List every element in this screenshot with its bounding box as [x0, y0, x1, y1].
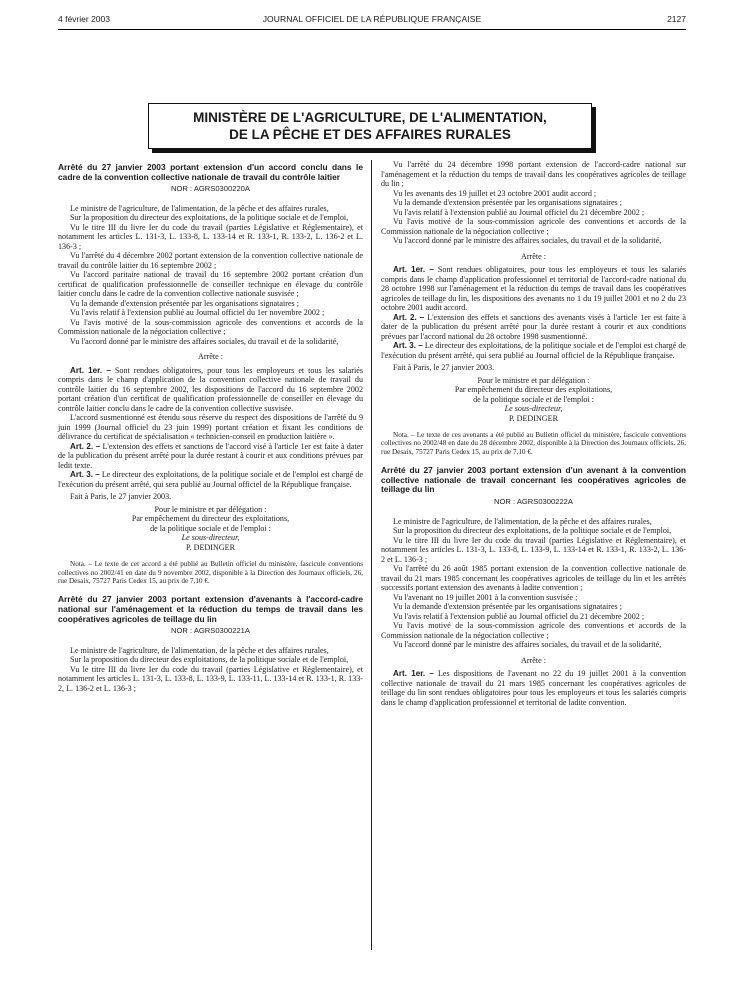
paragraph: Vu la demande d'extension présentée par les organisations signataires ; — [70, 298, 299, 308]
paragraph: Vu l'accord donné par le ministre des affaires sociales, du travail et de la solidarité, — [393, 236, 662, 245]
header-journal-title: JOURNAL OFFICIEL DE LA RÉPUBLIQUE FRANÇAISE — [262, 14, 482, 24]
ministry-line-2: DE LA PÊCHE ET DES AFFAIRES RURALES — [229, 127, 511, 142]
article-label: Art. 1er. – — [393, 265, 434, 274]
article-text: Sont rendues obligatoires, pour tous les employeurs et tous les salariés compris dans le champ d'application de la convention collective nationale de travail du contrôle laitier du 16 septembre 2002, les dispositions de l'accord du 16 septembre 2002 portant création d'un certificat de qualification professionnelle de conseiller en élevage du contrôle laitier conclu dans le cadre de la convention collective susvisée. — [58, 365, 363, 413]
decree-title-3: Arrêté du 27 janvier 2003 portant extension d'un avenant à la convention collective nationale de travail concernant les coopératives agricoles de teillage du lin — [381, 465, 686, 495]
publication-note: Nota. – Le texte de cet accord a été publié au Bulletin officiel du ministère, fascicule conventions collectives no 2002/41 en date du 9 novembre 2002, disponible à la Direction des Journaux officiels, 26, rue Desaix, 75727 Paris Cedex 15, au prix de 7,10 €. — [58, 560, 363, 585]
signature-date: Fait à Paris, le 27 janvier 2003. — [393, 363, 495, 372]
nor-reference-3: NOR : AGRS0300222A — [494, 497, 573, 506]
paragraph: Vu l'avis relatif à l'extension publié au Journal officiel du 1er novembre 2002 ; — [70, 308, 325, 318]
article-1 — [381, 265, 686, 313]
signature-block — [58, 505, 363, 553]
paragraph: Vu le titre III du livre Ier du code du travail (parties Législative et Réglementaire), et notamment les articles L. 131-3, L. 133-8, L. 133-9, L. 133-11, L. 133-14 et R. 133-1, R. 133-2, L. 136-2 et L. 136-3 ; — [58, 664, 363, 693]
paragraph: Vu l'accord donné par le ministre des affaires sociales, du travail et de la solidarité, — [70, 336, 339, 346]
article-text: L'extension des effets et sanctions de l'accord visé à l'article 1er est faite à dater de la publication du présent arrêté pour la durée restant à courir et aux conditions prévues par ledit texte. — [58, 441, 363, 470]
article-label: Art. 2. – — [393, 312, 425, 322]
signature-line: Le sous-directeur, — [181, 533, 240, 543]
paragraph: Vu l'arrêté du 26 août 1985 portant extension de la convention collective nationale de travail du 21 mars 1985 concernant les coopératives agricoles de teillage du lin et les arrêtés successifs portant extension des avenants à ladite convention ; — [381, 564, 686, 592]
signature-line: de la politique sociale et de l'emploi : — [473, 394, 594, 404]
header-date: 4 février 2003 — [58, 14, 110, 24]
signature-name: P. DEDINGER — [185, 542, 235, 552]
ministry-line-1: MINISTÈRE DE L'AGRICULTURE, DE L'ALIMENTATION, — [193, 110, 547, 125]
article-2 — [58, 442, 363, 471]
arrete-heading: Arrête : — [521, 655, 546, 665]
decree-title-2: Arrêté du 27 janvier 2003 portant extension d'avenants à l'accord-cadre national sur l'aménagement et la réduction du temps de travail dans les coopératives agricoles de teillage du lin — [58, 594, 363, 624]
paragraph: Vu le titre III du livre Ier du code du travail (parties Législative et Réglementaire), et notamment les articles L. 131-3, L. 133-8, L. 133-9, L. 133-14 et R. 133-1, R. 133-2, L. 136-2 et L. 136-3 ; — [381, 535, 686, 564]
signature-line: Pour le ministre et par délégation : — [477, 375, 590, 385]
nor-reference-2: NOR : AGRS0300221A — [171, 626, 250, 636]
paragraph: Vu l'avis motivé de la sous-commission agricole des conventions et accords de la Commission nationale de la négociation collective ; — [381, 217, 686, 236]
paragraph: Vu l'avis motivé de la sous-commission agricole des conventions et accords de la Commission nationale de la négociation collective ; — [381, 621, 686, 640]
article-3 — [381, 341, 686, 360]
paragraph: Le ministre de l'agriculture, de l'alimentation, de la pêche et des affaires rurales, — [70, 203, 329, 213]
article-label: Art. 2. – — [70, 441, 101, 451]
paragraph: Sur la proposition du directeur des exploitations, de la politique sociale et de l'emploi, — [70, 655, 349, 665]
paragraph: Vu l'avis relatif à l'extension publié au Journal officiel du 21 décembre 2002 ; — [393, 611, 645, 621]
signature-line: Le sous-directeur, — [504, 404, 563, 413]
paragraph: Vu l'avenant no 19 juillet 2001 à la convention susvisée ; — [393, 592, 578, 602]
signature-line: Par empêchement du directeur des exploitations, — [131, 514, 290, 524]
nor-reference-1: NOR : AGRS0300220A — [171, 184, 250, 194]
page-header — [58, 14, 686, 28]
signature-line: de la politique sociale et de l'emploi : — [150, 523, 271, 533]
header-rule — [58, 29, 686, 30]
article-label: Art. 3. – — [393, 341, 423, 350]
article-text: Sont rendues obligatoires, pour tous les employeurs et tous les salariés compris dans le champ d'application professionnel et territorial de l'accord-cadre national du 28 octobre 1998 sur l'aménagement et la réduction du temps de travail dans les coopératives agricoles de teillage du lin, les dispositions des avenants no 1 du 19 juillet 2001 et no 2 du 23 octobre 2001 audit accord. — [381, 265, 686, 312]
right-column — [381, 160, 686, 707]
paragraph: Vu l'arrêté du 24 décembre 1998 portant extension de l'accord-cadre national sur l'aménagement et la réduction du temps de travail dans les coopératives agricoles de teillage du lin ; — [381, 160, 686, 188]
paragraph: Vu l'avis motivé de la sous-commission agricole des conventions et accords de la Commission nationale de la négociation collective ; — [58, 317, 363, 337]
signature-name: P. DEDINGER — [508, 413, 558, 423]
article-1 — [58, 366, 363, 414]
paragraph: Vu l'avis relatif à l'extension publié au Journal officiel du 21 décembre 2002 ; — [393, 207, 645, 217]
paragraph: Vu la demande d'extension présentée par les organisations signataires ; — [393, 602, 622, 611]
article-label: Art. 3. – — [70, 470, 100, 480]
paragraph: Vu les avenants des 19 juillet et 23 octobre 2001 audit accord ; — [393, 188, 597, 198]
ministry-box — [148, 103, 592, 149]
article-text: Le directeur des exploitations, de la politique sociale et de l'emploi est chargé de l'exécution du présent arrêté, qui sera publié au Journal officiel de la République française. — [58, 470, 363, 489]
article-label: Art. 1er. – — [70, 365, 111, 375]
paragraph: Vu la demande d'extension présentée par les organisations signataires ; — [393, 198, 622, 207]
article-1b — [381, 669, 686, 707]
paragraph: Vu l'accord paritaire national de travail du 16 septembre 2002 portant création d'un certificat de qualification professionnelle de conseiller technique en élevage du contrôle laitier conclu dans le cadre de la convention collective nationale susvisée ; — [58, 270, 363, 299]
paragraph: Vu le titre III du livre Ier du code du travail (parties Législative et Réglementaire), et notamment les articles L. 131-3, L. 133-8, L. 133-14 et R. 133-1, R. 133-2, L. 136-2 et L. 136-3 ; — [58, 222, 363, 251]
signature-block — [381, 376, 686, 424]
article-text: Le directeur des exploitations, de la politique sociale et de l'emploi est chargé de l'exécution du présent arrêté, qui sera publié au Journal officiel de la République française. — [381, 341, 686, 360]
article-text: L'extension des effets et sanctions des avenants visés à l'article 1er est faite à dater de la publication du présent arrêté pour la durée restant à courir et aux conditions prévues par l'accord national du 28 octobre 1998 susmentionné. — [381, 312, 686, 341]
paragraph: Vu l'arrêté du 4 décembre 2002 portant extension de la convention collective nationale de travail du contrôle laitier du 16 septembre 2002 ; — [58, 251, 363, 270]
decree-title-1: Arrêté du 27 janvier 2003 portant extension d'un accord conclu dans le cadre de la convention collective nationale de travail du contrôle laitier — [58, 162, 363, 182]
arrete-heading: Arrête : — [521, 251, 546, 261]
article-2 — [381, 313, 686, 342]
left-column — [58, 163, 363, 693]
paragraph: Sur la proposition du directeur des exploitations, de la politique sociale et de l'emploi, — [70, 213, 349, 223]
signature-line: Par empêchement du directeur des exploitations, — [454, 385, 613, 394]
article-3 — [58, 470, 363, 489]
column-separator — [371, 160, 372, 950]
signature-line: Pour le ministre et par délégation : — [154, 504, 267, 514]
header-page-number: 2127 — [667, 14, 686, 24]
article-text: Les dispositions de l'avenant no 22 du 19 juillet 2001 à la convention collective nationale de travail du 21 mars 1985 concernant les coopératives agricoles de teillage du lin sont rendues obligatoires pour tous les employeurs et tous les salariés compris dans le champ d'application professionnel et territorial de ladite convention. — [381, 669, 686, 707]
paragraph: L'accord susmentionné est étendu sous réserve du respect des dispositions de l'arrêté du 9 juin 1999 (Journal officiel du 23 juin 1999) portant création et fixant les conditions de délivrance du certificat de spécialisation « technicien-conseil en production laitière ». — [58, 413, 363, 442]
paragraph: Le ministre de l'agriculture, de l'alimentation, de la pêche et des affaires rurales, — [393, 516, 652, 526]
article-label: Art. 1er. – — [393, 669, 434, 678]
signature-date: Fait à Paris, le 27 janvier 2003. — [70, 492, 172, 502]
arrete-heading: Arrête : — [198, 352, 223, 362]
publication-note: Nota. – Le texte de ces avenants a été publié au Bulletin officiel du ministère, fascicule conventions collectives no 2002/48 en date du 28 décembre 2002, disponible à la Direction des Journaux officiels, 26, rue Desaix, 75727 Paris Cedex 15, au prix de 7,10 €. — [381, 431, 686, 456]
paragraph: Sur la proposition du directeur des exploitations, de la politique sociale et de l'emploi, — [393, 526, 672, 535]
paragraph: Vu l'accord donné par le ministre des affaires sociales, du travail et de la solidarité, — [393, 640, 662, 649]
paragraph: Le ministre de l'agriculture, de l'alimentation, de la pêche et des affaires rurales, — [70, 645, 329, 655]
